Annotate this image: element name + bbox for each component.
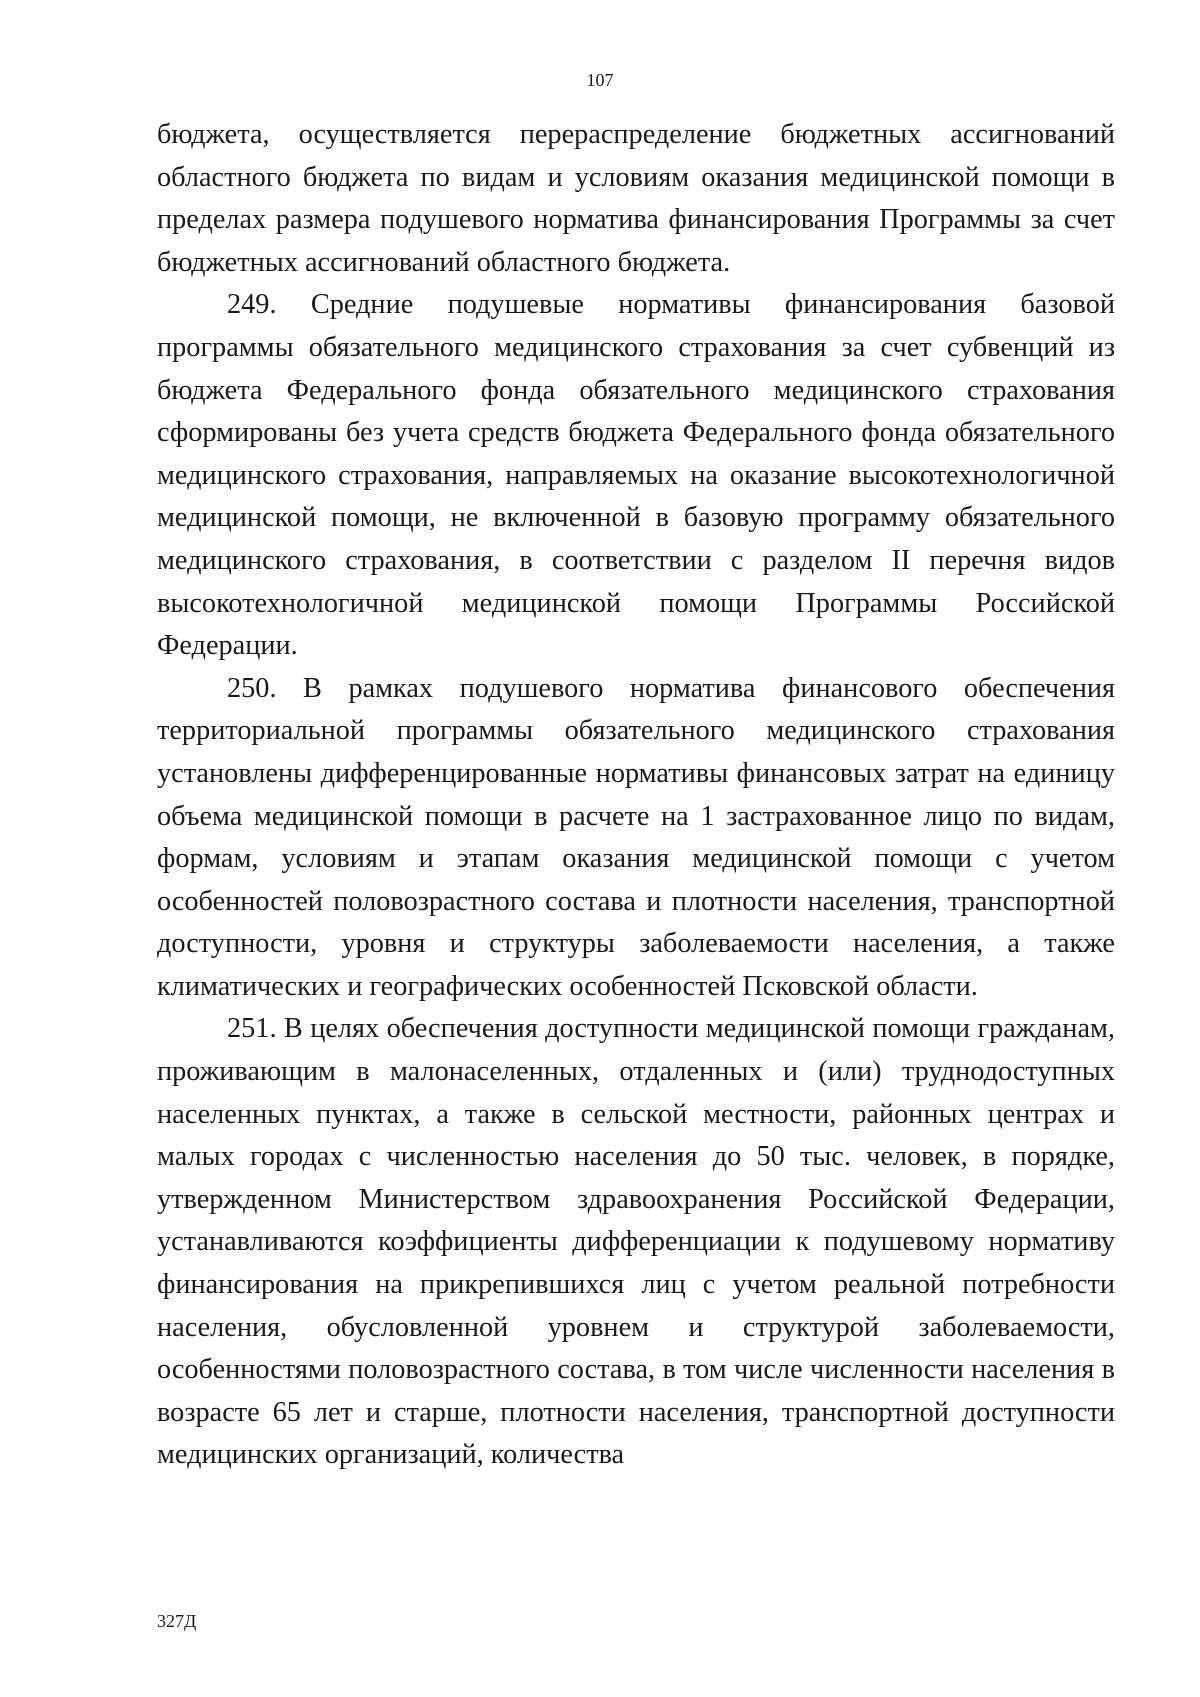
document-body (157, 114, 1115, 1477)
paragraph-249: 249. Средние подушевые нормативы финансирования базовой программы обязательного медицинского страхования за счет субвенций из бюджета Федерального фонда обязательного медицинского страхования сформированы без учета средств бюджета Федерального фонда обязательного медицинского страхования, направляемых на оказание высокотехнологичной медицинской помощи, не включенной в базовую программу обязательного медицинского страхования, в соответствии с разделом II перечня видов высокотехнологичной медицинской помощи Программы Российской Федерации. (157, 289, 1115, 662)
footer-document-code: 327Д (157, 1611, 197, 1631)
paragraph-continuation: бюджета, осуществляется перераспределение бюджетных ассигнований областного бюджета по видам и условиям оказания медицинской помощи в пределах размера подушевого норматива финансирования Программы за счет бюджетных ассигнований областного бюджета. (157, 119, 1115, 278)
paragraph-250: 250. В рамках подушевого норматива финансового обеспечения территориальной программы обязательного медицинского страхования установлены дифференцированные нормативы финансовых затрат на единицу объема медицинской помощи в расчете на 1 застрахованное лицо по видам, формам, условиям и этапам оказания медицинской помощи с учетом особенностей половозрастного состава и плотности населения, транспортной доступности, уровня и структуры заболеваемости населения, а также климатических и географических особенностей Псковской области. (157, 672, 1115, 1002)
page-number: 107 (586, 70, 614, 90)
paragraph-251: 251. В целях обеспечения доступности медицинской помощи гражданам, проживающим в малонаселенных, отдаленных и (или) труднодоступных населенных пунктах, а также в сельской местности, районных центрах и малых городах с численностью населения до 50 тыс. человек, в порядке, утвержденном Министерством здравоохранения Российской Федерации, устанавливаются коэффициенты дифференциации к подушевому нормативу финансирования на прикрепившихся лиц с учетом реальной потребности населения, обусловленной уровнем и структурой заболеваемости, особенностями половозрастного состава, в том числе численности населения в возрасте 65 лет и старше, плотности населения, транспортной доступности медицинских организаций, количества (157, 1013, 1115, 1471)
